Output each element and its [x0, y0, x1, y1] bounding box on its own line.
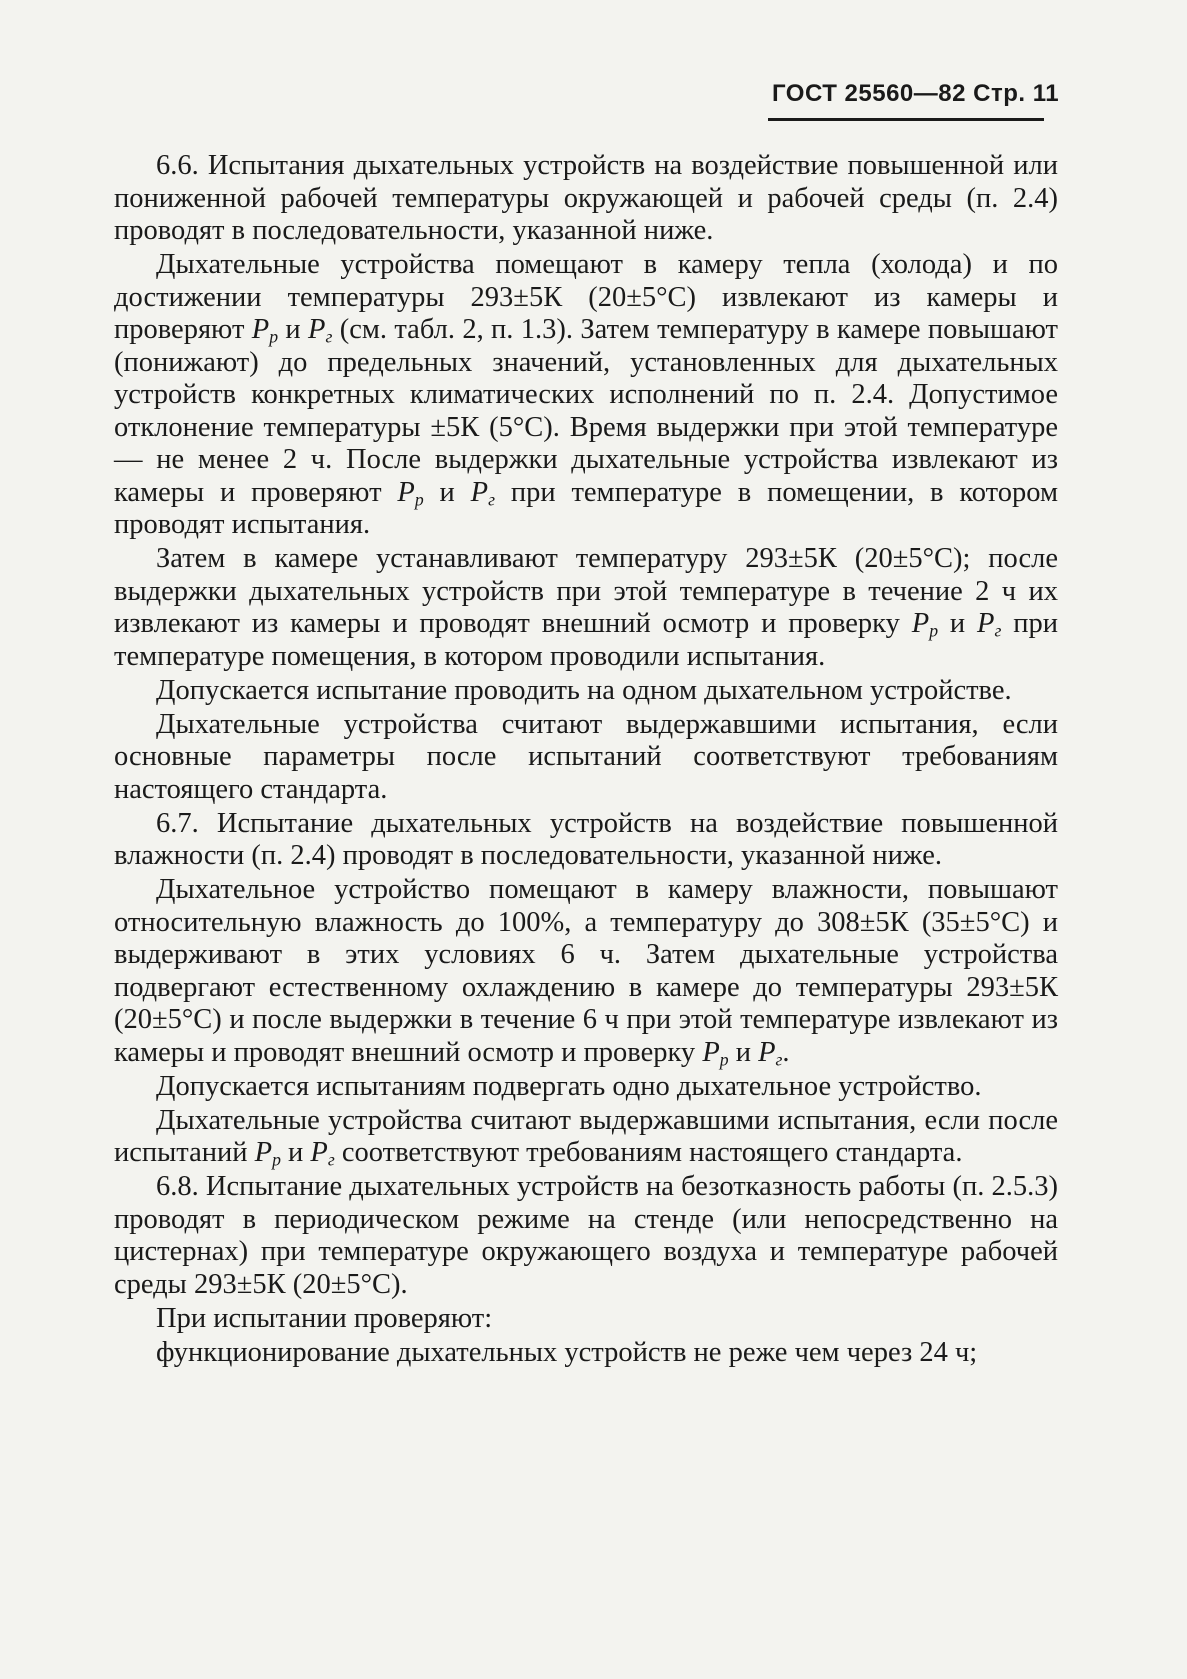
symbol-p-g: $P_г$ — [470, 476, 495, 509]
symbol-p-r: $P_р$ — [397, 476, 424, 509]
symbol-p-r: $P_р$ — [251, 314, 279, 347]
paragraph-6-6: 6.6. Испытания дыхательных устройств на воздействие повышенной или пониженной рабочей температуры окружающей и рабочей среды (п. 2.4) проводят в последовательности, указанной ниже. — [114, 150, 1058, 246]
paragraph-chamber-normal: Затем в камере устанавливают температуру 293±5К (20±5°С); после выдержки дыхательных устройств при этой температуре в течение 2 ч их извлекают из камеры и проводят внешний осмотр и проверку $P_р$ и $P_г$ при температуре помещения, в котором проводили испытания. — [114, 543, 1058, 672]
paragraph-humidity-chamber: Дыхательное устройство помещают в камеру влажности, повышают относительную влажность до 100%, а температуру до 308±5К (35±5°С) и выдерживают в этих условиях 6 ч. Затем дыхательные устройства подвергают естественному охлаждению в камере до температуры 293±5К (20±5°С) и после выдержки в течение 6 ч при этой температуре извлекают из камеры и проводят внешний осмотр и проверку $P_р$ и $P_г$. — [114, 874, 1058, 1069]
paragraph-6-7: 6.7. Испытание дыхательных устройств на воздействие повышенной влажности (п. 2.4) проводят в последовательности, указанной ниже. — [114, 807, 1058, 871]
paragraph-chamber-heat: Дыхательные устройства помещают в камеру тепла (холода) и по достижении температуры 293±5К (20±5°С) извлекают из камеры и проверяют $P_р$ и $P_г$ (см. табл. 2, п. 1.3). Затем температуру в камере повышают (понижают) до предельных значений, установленных для дыхательных устройств конкретных климатических исполнений по п. 2.4. Допустимое отклонение температуры ±5К (5°С). Время выдержки при этой температуре — не менее 2 ч. После выдержки дыхательные устройства извлекают из камеры и проверяют $P_р$ и $P_г$ при температуре в помещении, в котором проводят испытания. — [114, 249, 1058, 540]
paragraph-pass-criteria: Дыхательные устройства считают выдержавшими испытания, если основные параметры после испытаний соответствуют требованиям настоящего стандарта. — [114, 708, 1058, 805]
paragraph-6-8: 6.8. Испытание дыхательных устройств на безотказность работы (п. 2.5.3) проводят в периодическом режиме на стенде (или непосредственно на цистернах) при температуре окружающего воздуха и температуре рабочей среды 293±5К (20±5°С). — [114, 1171, 1058, 1300]
symbol-p-r: $P_р$ — [911, 608, 939, 641]
paragraph-check-intro: При испытании проверяют: — [156, 1302, 493, 1334]
symbol-p-r: $P_р$ — [702, 1036, 729, 1069]
paragraph-single-device-humidity: Допускается испытаниям подвергать одно дыхательное устройство. — [156, 1070, 982, 1102]
page-header: ГОСТ 25560—82 Стр. 11 — [772, 80, 1060, 107]
paragraph-check-functioning: функционирование дыхательных устройств не реже чем через 24 ч; — [156, 1336, 978, 1368]
header-rule — [768, 118, 1044, 121]
symbol-p-g: $P_г$ — [308, 314, 333, 347]
symbol-p-g: $P_г$ — [758, 1036, 783, 1069]
symbol-p-r: $P_р$ — [254, 1137, 281, 1170]
paragraph-pass-criteria-humidity: Дыхательные устройства считают выдержавшими испытания, если после испытаний $P_р$ и $P_г$ соответствуют требованиям настоящего стандарта. — [114, 1104, 1058, 1170]
paragraph-single-device: Допускается испытание проводить на одном дыхательном устройстве. — [156, 674, 1012, 706]
symbol-p-g: $P_г$ — [310, 1137, 335, 1170]
symbol-p-g: $P_г$ — [977, 608, 1002, 641]
document-body — [114, 150, 1058, 1371]
